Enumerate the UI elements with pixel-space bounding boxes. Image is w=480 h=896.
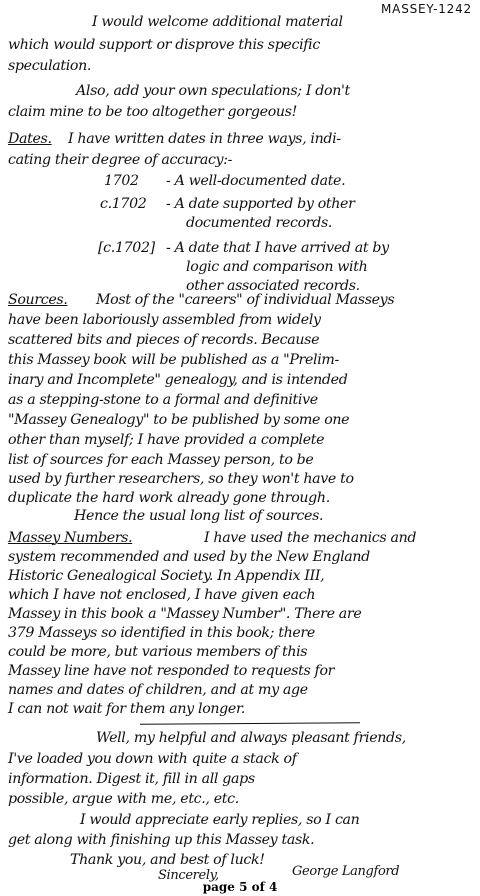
numbers-line: 379 Masseys so identified in this book; there — [8, 625, 315, 641]
sources-line: as a stepping-stone to a formal and definitive — [8, 392, 318, 408]
sources-line: "Massey Genealogy" to be published by some one — [8, 412, 350, 428]
date-desc-1: - A well-documented date. — [166, 173, 346, 189]
closing-line: I've loaded you down with quite a stack of — [8, 751, 297, 767]
signature: George Langford — [292, 864, 400, 879]
section-divider — [140, 722, 360, 725]
sources-line: Most of the "careers" of individual Masseys — [96, 292, 395, 308]
sources-heading: Sources. — [8, 292, 68, 308]
sources-line: have been laboriously assembled from widely — [8, 312, 321, 328]
closing-line: Well, my helpful and always pleasant friends, — [96, 730, 406, 746]
date-desc-2: documented records. — [186, 215, 333, 231]
date-format-1: 1702 — [104, 173, 139, 189]
intro-line: claim mine to be too altogether gorgeous! — [8, 104, 297, 120]
date-desc-3: - A date that I have arrived at by — [166, 240, 389, 256]
numbers-line: I can not wait for them any longer. — [8, 701, 245, 717]
numbers-line: which I have not enclosed, I have given each — [8, 587, 316, 603]
intro-line: speculation. — [8, 58, 92, 74]
closing-line: get along with finishing up this Massey task. — [8, 832, 315, 848]
date-format-2: c.1702 — [100, 196, 147, 212]
sources-line: list of sources for each Massey person, to be — [8, 452, 314, 468]
numbers-line: Massey in this book a "Massey Number". There are — [8, 606, 362, 622]
closing-line: information. Digest it, fill in all gaps — [8, 771, 255, 787]
numbers-heading: Massey Numbers. — [8, 530, 133, 546]
numbers-line: could be more, but various members of this — [8, 644, 308, 660]
date-desc-3: logic and comparison with — [186, 259, 368, 275]
closing-line: possible, argue with me, etc., etc. — [8, 791, 239, 807]
closing-line: Thank you, and best of luck! — [70, 852, 265, 868]
sources-line: other than myself; I have provided a complete — [8, 432, 325, 448]
date-desc-2: - A date supported by other — [166, 196, 355, 212]
sources-line: this Massey book will be published as a "Prelim- — [8, 352, 339, 368]
intro-line: I would welcome additional material — [92, 14, 343, 30]
numbers-line: I have used the mechanics and — [204, 530, 417, 546]
dates-line: cating their degree of accuracy:- — [8, 152, 233, 168]
dates-line: I have written dates in three ways, indi- — [68, 131, 341, 147]
document-reference: MASSEY-1242 — [381, 2, 472, 16]
numbers-line: Massey line have not responded to requests for — [8, 663, 335, 679]
sources-line: used by further researchers, so they won't have to — [8, 471, 354, 487]
sources-line: inary and Incomplete" genealogy, and is intended — [8, 372, 348, 388]
numbers-line: names and dates of children, and at my age — [8, 682, 308, 698]
intro-line: which would support or disprove this specific — [8, 37, 320, 53]
date-format-3: [c.1702] — [98, 240, 155, 256]
intro-line: Also, add your own speculations; I don't — [76, 83, 350, 99]
sources-line: duplicate the hard work already gone through. — [8, 490, 330, 506]
dates-heading: Dates. — [8, 131, 52, 147]
closing-line: I would appreciate early replies, so I can — [80, 812, 360, 828]
date-desc-3: other associated records. — [186, 278, 360, 294]
salutation: Sincerely, — [158, 868, 219, 883]
sources-line: scattered bits and pieces of records. Because — [8, 332, 320, 348]
page-number: page 5 of 4 — [202, 880, 278, 894]
numbers-line: Historic Genealogical Society. In Appendix III, — [8, 568, 325, 584]
numbers-line: system recommended and used by the New England — [8, 549, 370, 565]
sources-line: Hence the usual long list of sources. — [74, 508, 324, 524]
